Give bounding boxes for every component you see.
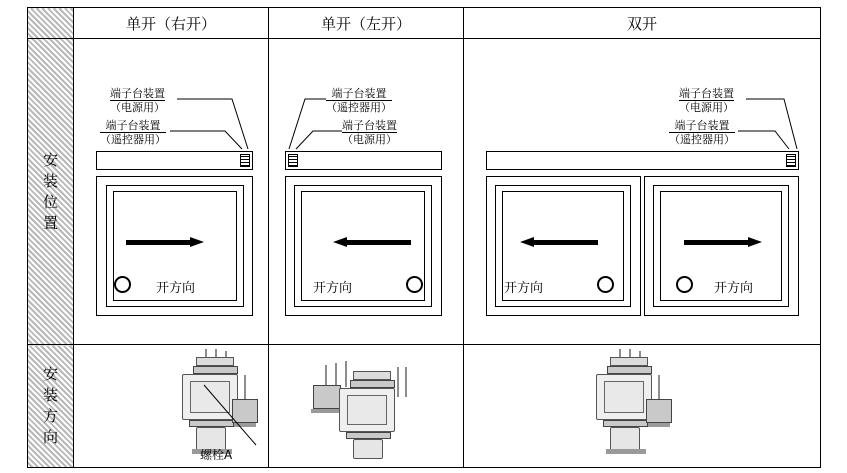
header-rail-single-left [285,151,442,170]
bolt-leader-line [74,345,269,467]
header-single-left [269,8,464,39]
callout-remote-single-left: 端子台装置 （遥控器用） [326,87,392,114]
header-rail-double [486,151,799,170]
header-double-label: 双开 [626,14,657,33]
rowlabel-install-direction-text: 安 装 方 向 [42,365,58,446]
open-direction-arrow-single-left [333,237,411,247]
header-single-left-label: 单开（左开） [320,14,411,33]
callout-power-double: 端子台装置 （电源用） [679,87,734,114]
install-direction-row [28,345,821,468]
door-knob-double-left [597,276,614,293]
door-knob-single-right [114,276,131,293]
bolt-a-label: 螺栓A [200,448,233,462]
header-rail-single-right [96,151,253,170]
diagram-single-right [74,39,268,344]
diagram-double [464,39,820,344]
header-single-right-label: 单开（右开） [125,14,216,33]
installation-table [27,7,821,468]
rowlabel-install-direction [28,345,74,468]
door-knob-double-right [676,276,693,293]
callout-remote-single-right: 端子台装置 （遥控器用） [100,119,166,146]
callout-power-single-right: 端子台装置 （电源用） [110,87,165,114]
rowlabel-install-position [28,39,74,345]
cell-direction-double [464,345,821,468]
open-direction-label-double-left: 开方向 [504,281,544,296]
header-double [464,8,821,39]
callout-power-single-left: 端子台装置 （电源用） [342,119,397,146]
open-direction-arrow-double-left [520,237,598,247]
install-position-row [28,39,821,345]
cell-position-double [464,39,821,345]
mount-photo-single-right [74,345,268,467]
cell-position-single-right [74,39,269,345]
cell-position-single-left [269,39,464,345]
diagram-single-left [269,39,463,344]
mount-photo-single-left [269,345,463,467]
cell-direction-single-left [269,345,464,468]
rowlabel-install-position-text: 安 装 位 置 [42,150,58,232]
open-direction-label-single-right: 开方向 [156,281,196,296]
door-knob-single-left [406,276,423,293]
callout-remote-double: 端子台装置 （遥控器用） [669,119,735,146]
mount-photo-double [464,345,820,467]
terminal-block-double [786,154,796,167]
terminal-block-single-left [288,154,298,167]
open-direction-arrow-double-right [684,237,762,247]
cell-direction-single-right [74,345,269,468]
open-direction-arrow-single-right [126,237,204,247]
header-single-right [74,8,269,39]
open-direction-label-single-left: 开方向 [313,281,353,296]
table-header-row [28,8,821,39]
open-direction-label-double-right: 开方向 [714,281,754,296]
table-corner-cell [28,8,74,39]
terminal-block-single-right [240,154,250,167]
